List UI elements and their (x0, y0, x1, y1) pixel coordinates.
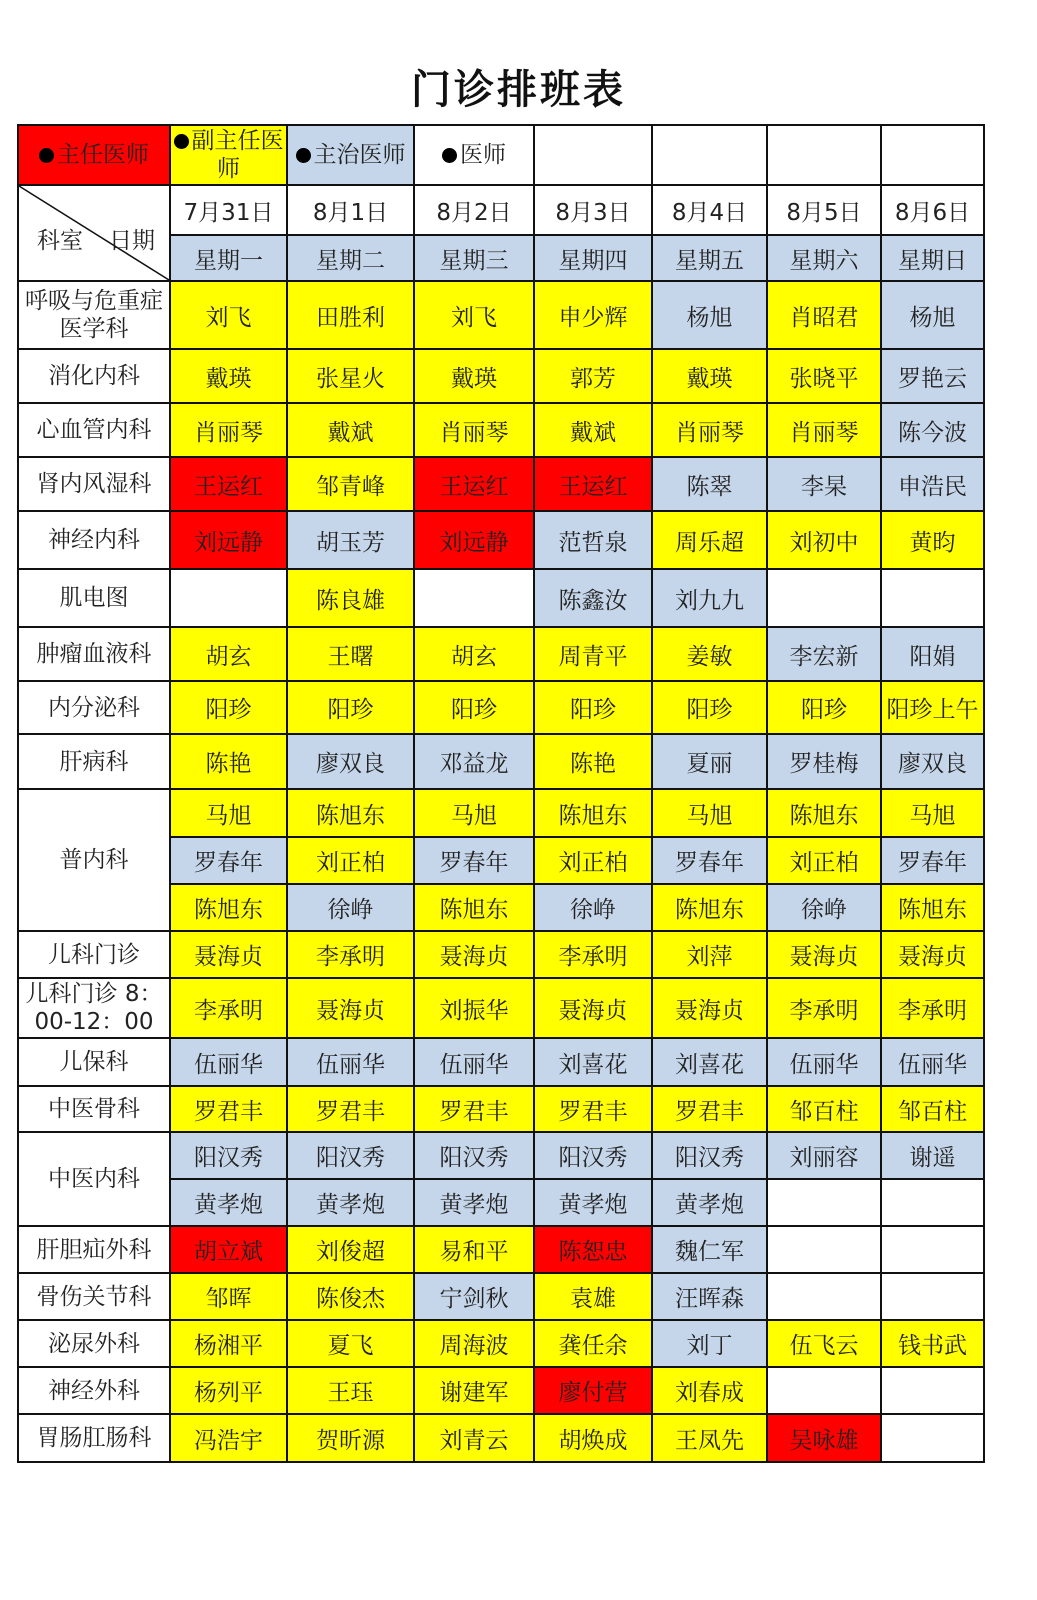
doctor-cell: 贺昕源 (287, 1414, 414, 1462)
legend-physician (414, 125, 534, 185)
doctor-cell: 黄孝炮 (287, 1179, 414, 1226)
doctor-cell: 阳娟 (881, 627, 984, 681)
doctor-cell: 马旭 (414, 789, 534, 837)
doctor-cell: 刘俊超 (287, 1226, 414, 1273)
legend-chief-label: 主任医师 (57, 142, 149, 168)
doctor-cell: 戴斌 (534, 403, 652, 457)
empty-cell (767, 569, 881, 627)
doctor-cell: 邹百柱 (881, 1086, 984, 1132)
doctor-cell: 刘初中 (767, 511, 881, 569)
doctor-cell: 谢遥 (881, 1132, 984, 1179)
schedule-row (18, 1038, 984, 1086)
doctor-cell: 伍丽华 (414, 1038, 534, 1086)
doctor-cell: 罗君丰 (170, 1086, 287, 1132)
doctor-cell: 陈良雄 (287, 569, 414, 627)
schedule-row (18, 681, 984, 734)
doctor-cell: 王运红 (170, 457, 287, 511)
doctor-cell: 刘远静 (170, 511, 287, 569)
doctor-cell: 邹青峰 (287, 457, 414, 511)
legend-attending (287, 125, 414, 185)
department-name: 神经内科 (18, 511, 170, 569)
doctor-cell: 刘喜花 (534, 1038, 652, 1086)
department-name: 普内科 (18, 789, 170, 931)
doctor-cell: 刘九九 (652, 569, 767, 627)
legend-attending-label: 主治医师 (313, 142, 406, 168)
empty-cell (534, 125, 652, 185)
doctor-cell: 黄孝炮 (652, 1179, 767, 1226)
schedule-row (18, 789, 984, 837)
doctor-cell: 刘远静 (414, 511, 534, 569)
empty-cell (881, 1414, 984, 1462)
doctor-cell: 申少辉 (534, 281, 652, 349)
empty-cell (881, 1273, 984, 1320)
doctor-cell: 聂海贞 (881, 931, 984, 978)
doctor-cell: 李承明 (767, 978, 881, 1038)
empty-cell (881, 125, 984, 185)
doctor-cell: 阳珍 (287, 681, 414, 734)
legend-associate-chief-label: 副主任医师 (191, 128, 284, 182)
date-header: 8月4日 (652, 185, 767, 235)
doctor-cell: 刘正柏 (534, 837, 652, 884)
doctor-cell: 刘正柏 (767, 837, 881, 884)
doctor-cell: 刘正柏 (287, 837, 414, 884)
doctor-cell: 杨旭 (881, 281, 984, 349)
doctor-cell: 龚任余 (534, 1320, 652, 1367)
doctor-cell: 罗艳云 (881, 349, 984, 403)
doctor-cell: 肖丽琴 (767, 403, 881, 457)
legend-chief (18, 125, 170, 185)
doctor-cell: 魏仁军 (652, 1226, 767, 1273)
doctor-cell: 阳汉秀 (287, 1132, 414, 1179)
doctor-cell: 罗君丰 (414, 1086, 534, 1132)
doctor-cell: 李承明 (534, 931, 652, 978)
doctor-cell: 罗君丰 (287, 1086, 414, 1132)
doctor-cell: 刘飞 (170, 281, 287, 349)
doctor-cell: 郭芳 (534, 349, 652, 403)
doctor-cell: 刘萍 (652, 931, 767, 978)
department-name: 肝胆疝外科 (18, 1226, 170, 1273)
schedule-row (18, 457, 984, 511)
schedule-row (18, 978, 984, 1038)
doctor-cell: 张晓平 (767, 349, 881, 403)
doctor-cell: 马旭 (881, 789, 984, 837)
department-name: 心血管内科 (18, 403, 170, 457)
schedule-row (18, 349, 984, 403)
doctor-cell: 李杲 (767, 457, 881, 511)
doctor-cell: 戴斌 (287, 403, 414, 457)
doctor-cell: 聂海贞 (287, 978, 414, 1038)
corner-dept-label: 科室 (37, 228, 83, 254)
doctor-cell: 陈旭东 (652, 884, 767, 931)
doctor-cell: 范哲泉 (534, 511, 652, 569)
doctor-cell: 廖付营 (534, 1367, 652, 1414)
doctor-cell: 肖丽琴 (652, 403, 767, 457)
doctor-cell: 冯浩宇 (170, 1414, 287, 1462)
doctor-cell: 王运红 (534, 457, 652, 511)
empty-cell (881, 1179, 984, 1226)
doctor-cell: 邹晖 (170, 1273, 287, 1320)
empty-cell (414, 569, 534, 627)
empty-cell (881, 1367, 984, 1414)
doctor-cell: 聂海贞 (534, 978, 652, 1038)
schedule-row (18, 1273, 984, 1320)
doctor-cell: 伍丽华 (170, 1038, 287, 1086)
doctor-cell: 申浩民 (881, 457, 984, 511)
weekday-header: 星期三 (414, 235, 534, 281)
doctor-cell: 马旭 (170, 789, 287, 837)
date-header: 8月1日 (287, 185, 414, 235)
doctor-cell: 刘青云 (414, 1414, 534, 1462)
doctor-cell: 周海波 (414, 1320, 534, 1367)
doctor-cell: 李承明 (170, 978, 287, 1038)
schedule-row (18, 1086, 984, 1132)
empty-cell (652, 125, 767, 185)
empty-cell (767, 1273, 881, 1320)
doctor-cell: 刘丁 (652, 1320, 767, 1367)
doctor-cell: 张星火 (287, 349, 414, 403)
doctor-cell: 王珏 (287, 1367, 414, 1414)
date-row (18, 185, 984, 235)
doctor-cell: 刘春成 (652, 1367, 767, 1414)
doctor-cell: 王运红 (414, 457, 534, 511)
doctor-cell: 陈旭东 (534, 789, 652, 837)
doctor-cell: 宁剑秋 (414, 1273, 534, 1320)
department-name: 神经外科 (18, 1367, 170, 1414)
doctor-cell: 李宏新 (767, 627, 881, 681)
department-name: 儿科门诊 8：00-12：00 (18, 978, 170, 1038)
date-header: 8月6日 (881, 185, 984, 235)
doctor-cell: 戴瑛 (170, 349, 287, 403)
date-header: 8月5日 (767, 185, 881, 235)
schedule-row (18, 1367, 984, 1414)
doctor-cell: 汪晖森 (652, 1273, 767, 1320)
schedule-row (18, 569, 984, 627)
department-name: 骨伤关节科 (18, 1273, 170, 1320)
doctor-cell: 陈旭东 (170, 884, 287, 931)
doctor-cell: 谢建军 (414, 1367, 534, 1414)
doctor-cell: 罗君丰 (652, 1086, 767, 1132)
doctor-cell: 袁雄 (534, 1273, 652, 1320)
doctor-cell: 阳汉秀 (170, 1132, 287, 1179)
doctor-cell: 阳珍 (414, 681, 534, 734)
legend-associate-chief (170, 125, 287, 185)
corner-header (18, 185, 170, 281)
doctor-cell: 阳珍 (767, 681, 881, 734)
doctor-cell: 陈鑫汝 (534, 569, 652, 627)
schedule-row (18, 627, 984, 681)
doctor-cell: 陈今波 (881, 403, 984, 457)
doctor-cell: 杨旭 (652, 281, 767, 349)
doctor-cell: 邹百柱 (767, 1086, 881, 1132)
doctor-cell: 聂海贞 (652, 978, 767, 1038)
doctor-cell: 邓益龙 (414, 734, 534, 789)
schedule-table (17, 124, 985, 1463)
department-name: 儿科门诊 (18, 931, 170, 978)
doctor-cell: 周乐超 (652, 511, 767, 569)
doctor-cell: 胡焕成 (534, 1414, 652, 1462)
doctor-cell: 李承明 (881, 978, 984, 1038)
doctor-cell: 阳珍上午 (881, 681, 984, 734)
legend-physician-label: 医师 (460, 142, 506, 168)
department-name: 儿保科 (18, 1038, 170, 1086)
empty-cell (881, 1226, 984, 1273)
doctor-cell: 阳珍 (534, 681, 652, 734)
page-title: 门诊排班表 (411, 67, 626, 113)
doctor-cell: 罗春年 (170, 837, 287, 884)
doctor-cell: 伍飞云 (767, 1320, 881, 1367)
doctor-cell: 马旭 (652, 789, 767, 837)
doctor-cell: 王曙 (287, 627, 414, 681)
doctor-cell: 聂海贞 (414, 931, 534, 978)
schedule-row (18, 1414, 984, 1462)
doctor-cell: 阳汉秀 (534, 1132, 652, 1179)
doctor-cell: 陈艳 (170, 734, 287, 789)
weekday-header: 星期四 (534, 235, 652, 281)
bullet-icon (442, 148, 457, 163)
weekday-header: 星期一 (170, 235, 287, 281)
bullet-icon (174, 134, 189, 149)
doctor-cell: 徐峥 (767, 884, 881, 931)
empty-cell (767, 1367, 881, 1414)
department-name: 内分泌科 (18, 681, 170, 734)
doctor-cell: 陈旭东 (414, 884, 534, 931)
doctor-cell: 胡玄 (170, 627, 287, 681)
weekday-header: 星期日 (881, 235, 984, 281)
department-name: 消化内科 (18, 349, 170, 403)
doctor-cell: 徐峥 (287, 884, 414, 931)
doctor-cell: 吴咏雄 (767, 1414, 881, 1462)
doctor-cell: 陈翠 (652, 457, 767, 511)
empty-cell (767, 1226, 881, 1273)
doctor-cell: 肖昭君 (767, 281, 881, 349)
doctor-cell: 罗春年 (652, 837, 767, 884)
empty-cell (170, 569, 287, 627)
doctor-cell: 刘振华 (414, 978, 534, 1038)
department-name: 胃肠肛肠科 (18, 1414, 170, 1462)
doctor-cell: 刘丽容 (767, 1132, 881, 1179)
weekday-header: 星期二 (287, 235, 414, 281)
doctor-cell: 黄孝炮 (534, 1179, 652, 1226)
doctor-cell: 陈艳 (534, 734, 652, 789)
doctor-cell: 罗桂梅 (767, 734, 881, 789)
schedule-row (18, 734, 984, 789)
doctor-cell: 罗春年 (414, 837, 534, 884)
schedule-row (18, 1320, 984, 1367)
doctor-cell: 徐峥 (534, 884, 652, 931)
department-name: 肿瘤血液科 (18, 627, 170, 681)
doctor-cell: 胡立斌 (170, 1226, 287, 1273)
department-name: 肝病科 (18, 734, 170, 789)
doctor-cell: 李承明 (287, 931, 414, 978)
department-name: 肾内风湿科 (18, 457, 170, 511)
department-name: 中医骨科 (18, 1086, 170, 1132)
doctor-cell: 罗春年 (881, 837, 984, 884)
schedule-row (18, 281, 984, 349)
doctor-cell: 阳珍 (170, 681, 287, 734)
doctor-cell: 阳汉秀 (652, 1132, 767, 1179)
corner-date-label: 日期 (109, 228, 155, 254)
department-name: 中医内科 (18, 1132, 170, 1226)
schedule-row (18, 1132, 984, 1179)
schedule-row (18, 511, 984, 569)
doctor-cell: 伍丽华 (767, 1038, 881, 1086)
doctor-cell: 杨列平 (170, 1367, 287, 1414)
doctor-cell: 夏飞 (287, 1320, 414, 1367)
doctor-cell: 黄昀 (881, 511, 984, 569)
date-header: 8月3日 (534, 185, 652, 235)
doctor-cell: 陈旭东 (881, 884, 984, 931)
doctor-cell: 杨湘平 (170, 1320, 287, 1367)
doctor-cell: 伍丽华 (287, 1038, 414, 1086)
doctor-cell: 刘飞 (414, 281, 534, 349)
department-name: 肌电图 (18, 569, 170, 627)
doctor-cell: 胡玉芳 (287, 511, 414, 569)
doctor-cell: 聂海贞 (170, 931, 287, 978)
bullet-icon (39, 148, 54, 163)
doctor-cell: 伍丽华 (881, 1038, 984, 1086)
doctor-cell: 肖丽琴 (414, 403, 534, 457)
doctor-cell: 戴瑛 (414, 349, 534, 403)
schedule-row (18, 931, 984, 978)
doctor-cell: 陈旭东 (767, 789, 881, 837)
doctor-cell: 肖丽琴 (170, 403, 287, 457)
doctor-cell: 罗君丰 (534, 1086, 652, 1132)
date-header: 7月31日 (170, 185, 287, 235)
department-name: 泌尿外科 (18, 1320, 170, 1367)
doctor-cell: 刘喜花 (652, 1038, 767, 1086)
department-name: 呼吸与危重症医学科 (18, 281, 170, 349)
date-header: 8月2日 (414, 185, 534, 235)
weekday-header: 星期六 (767, 235, 881, 281)
bullet-icon (296, 148, 311, 163)
doctor-cell: 陈旭东 (287, 789, 414, 837)
doctor-cell: 陈俊杰 (287, 1273, 414, 1320)
doctor-cell: 易和平 (414, 1226, 534, 1273)
doctor-cell: 钱书武 (881, 1320, 984, 1367)
doctor-cell: 姜敏 (652, 627, 767, 681)
doctor-cell: 周青平 (534, 627, 652, 681)
doctor-cell: 夏丽 (652, 734, 767, 789)
empty-cell (767, 125, 881, 185)
schedule-row (18, 1226, 984, 1273)
doctor-cell: 阳汉秀 (414, 1132, 534, 1179)
empty-cell (881, 569, 984, 627)
schedule-row (18, 403, 984, 457)
doctor-cell: 黄孝炮 (414, 1179, 534, 1226)
doctor-cell: 胡玄 (414, 627, 534, 681)
empty-cell (767, 1179, 881, 1226)
legend-row (18, 125, 984, 185)
doctor-cell: 廖双良 (881, 734, 984, 789)
doctor-cell: 廖双良 (287, 734, 414, 789)
doctor-cell: 陈恕忠 (534, 1226, 652, 1273)
doctor-cell: 田胜利 (287, 281, 414, 349)
doctor-cell: 戴瑛 (652, 349, 767, 403)
doctor-cell: 聂海贞 (767, 931, 881, 978)
doctor-cell: 阳珍 (652, 681, 767, 734)
doctor-cell: 王凤先 (652, 1414, 767, 1462)
weekday-header: 星期五 (652, 235, 767, 281)
doctor-cell: 黄孝炮 (170, 1179, 287, 1226)
